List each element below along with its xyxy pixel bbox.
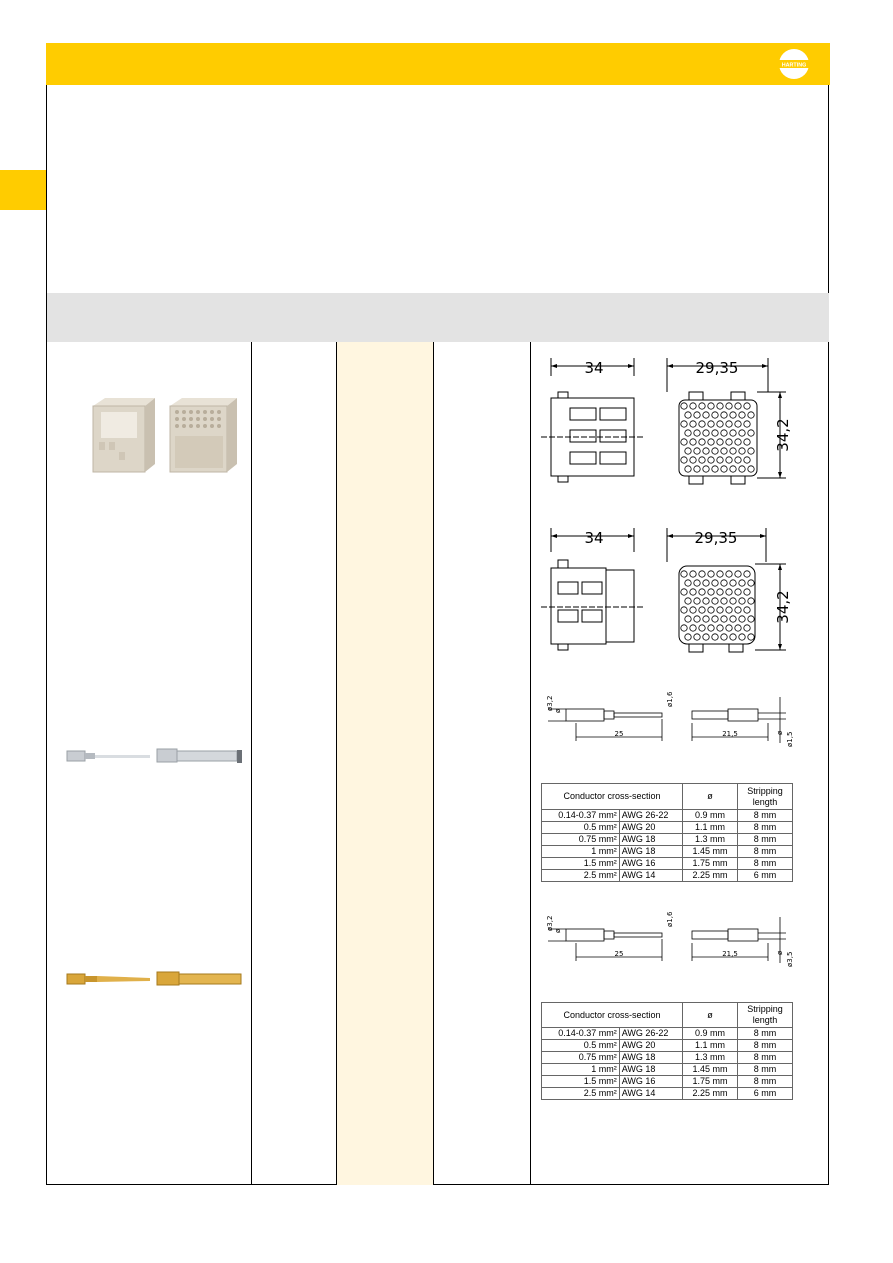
cell-stripping: 8 mm <box>738 1076 793 1088</box>
cell-cross-section: 0.75 mm² <box>542 834 620 846</box>
contact-cavity <box>730 466 736 472</box>
contact-cavity <box>717 457 723 463</box>
cell-diameter: 1.75 mm <box>683 1076 738 1088</box>
contact-cavity <box>694 466 700 472</box>
table-row <box>542 1028 793 1040</box>
contact-cavity <box>681 607 687 613</box>
dim-female-d2: ø1,5 <box>786 731 794 747</box>
contact-cavity <box>748 412 754 418</box>
dim-height: 34,2 <box>774 418 792 452</box>
contact-cavity <box>730 598 736 604</box>
contact-cavity <box>735 457 741 463</box>
contact-cavity <box>708 403 714 409</box>
cell-stripping: 8 mm <box>738 1040 793 1052</box>
contact-cavity <box>708 589 714 595</box>
col-conductor: Conductor cross-section <box>542 1003 683 1028</box>
contact-cavity <box>735 625 741 631</box>
cell-stripping: 8 mm <box>738 846 793 858</box>
cell-diameter: 1.1 mm <box>683 822 738 834</box>
contact-cavity <box>748 448 754 454</box>
contact-cavity <box>748 598 754 604</box>
contact-cavity <box>739 448 745 454</box>
contact-cavity <box>681 571 687 577</box>
contact-cavity <box>726 403 732 409</box>
cell-cross-section: 1.5 mm² <box>542 858 620 870</box>
contact-cavity <box>708 439 714 445</box>
contact-cavity <box>685 634 691 640</box>
cell-awg: AWG 14 <box>619 870 682 882</box>
dim-length-female: 21,5 <box>722 950 738 958</box>
contact-cavity <box>721 598 727 604</box>
contact-cavity <box>699 403 705 409</box>
contact-drawing-1 <box>540 683 800 753</box>
cell-awg: AWG 18 <box>619 846 682 858</box>
contact-cavity <box>690 403 696 409</box>
contact-cavity <box>694 598 700 604</box>
cell-diameter: 0.9 mm <box>683 810 738 822</box>
contact-cavity <box>717 589 723 595</box>
cell-stripping: 8 mm <box>738 834 793 846</box>
cell-diameter: 0.9 mm <box>683 1028 738 1040</box>
cell-diameter: 2.25 mm <box>683 1088 738 1100</box>
cell-awg: AWG 18 <box>619 834 682 846</box>
contact-cavity <box>739 580 745 586</box>
contact-cavity <box>730 430 736 436</box>
contact-cavity <box>703 448 709 454</box>
cell-cross-section: 1 mm² <box>542 1064 620 1076</box>
contact-cavity <box>748 616 754 622</box>
contact-cavity <box>744 457 750 463</box>
contact-cavity <box>699 571 705 577</box>
contact-cavity <box>699 625 705 631</box>
contact-cavity <box>703 412 709 418</box>
contact-cavity <box>681 421 687 427</box>
table-row <box>542 1088 793 1100</box>
contact-cavity <box>735 571 741 577</box>
dim-depth: 29,35 <box>695 359 739 377</box>
cell-cross-section: 0.5 mm² <box>542 1040 620 1052</box>
contact-cavity <box>721 616 727 622</box>
contact-cavity <box>730 580 736 586</box>
dim-width: 34 <box>584 529 604 547</box>
cell-stripping: 8 mm <box>738 810 793 822</box>
table-row <box>542 822 793 834</box>
table-header-band <box>47 293 829 342</box>
contact-cavity <box>739 412 745 418</box>
silver-contacts-photo <box>65 745 245 767</box>
contact-cavity <box>744 589 750 595</box>
contact-cavity <box>726 571 732 577</box>
contact-cavity <box>681 625 687 631</box>
contact-cavity <box>681 403 687 409</box>
contact-cavity <box>690 625 696 631</box>
contact-cavity <box>717 439 723 445</box>
logo-text: HARTING <box>781 62 807 69</box>
cell-awg: AWG 18 <box>619 1064 682 1076</box>
cell-stripping: 8 mm <box>738 1064 793 1076</box>
col-conductor: Conductor cross-section <box>542 784 683 810</box>
contact-cavity <box>726 457 732 463</box>
col-stripping: Stripping length <box>738 1003 793 1028</box>
contact-cavity <box>726 589 732 595</box>
table-row <box>542 1076 793 1088</box>
dim-female-d2: ø3,5 <box>786 951 794 967</box>
dim-length-female: 21,5 <box>722 730 738 738</box>
dim-d2: ø <box>554 708 562 713</box>
cell-awg: AWG 20 <box>619 1040 682 1052</box>
contact-cavity <box>721 412 727 418</box>
contact-cavity <box>694 634 700 640</box>
contact-cavity <box>708 625 714 631</box>
contact-cavity <box>712 466 718 472</box>
contact-cavity <box>726 439 732 445</box>
dim-d1: ø3,2 <box>546 915 554 931</box>
contact-cavity <box>744 439 750 445</box>
contact-cavity <box>685 412 691 418</box>
contact-cavity <box>735 403 741 409</box>
cell-cross-section: 2.5 mm² <box>542 1088 620 1100</box>
contact-cavity <box>694 616 700 622</box>
dim-length: 25 <box>614 730 624 738</box>
contact-cavity <box>712 598 718 604</box>
housing-drawing-1 <box>536 352 796 487</box>
cell-cross-section: 0.5 mm² <box>542 822 620 834</box>
contact-cavity <box>685 598 691 604</box>
cell-cross-section: 0.14-0.37 mm² <box>542 1028 620 1040</box>
side-tab <box>0 170 46 210</box>
contact-cavity <box>721 580 727 586</box>
column-divider <box>336 342 337 1185</box>
harting-logo <box>776 46 812 82</box>
cell-awg: AWG 18 <box>619 1052 682 1064</box>
contact-cavity <box>708 457 714 463</box>
cell-awg: AWG 16 <box>619 858 682 870</box>
housing-insert-photo <box>85 392 245 476</box>
cell-diameter: 1.3 mm <box>683 834 738 846</box>
contact-cavity <box>717 607 723 613</box>
column-divider <box>251 342 252 1185</box>
contact-cavity <box>712 430 718 436</box>
cell-stripping: 8 mm <box>738 1052 793 1064</box>
col-stripping: Stripping length <box>738 784 793 810</box>
cell-cross-section: 1.5 mm² <box>542 1076 620 1088</box>
dim-d2: ø <box>554 928 562 933</box>
contact-cavity <box>730 634 736 640</box>
cell-diameter: 1.45 mm <box>683 1064 738 1076</box>
contact-cavity <box>703 616 709 622</box>
dim-width: 34 <box>584 359 604 377</box>
cell-cross-section: 1 mm² <box>542 846 620 858</box>
contact-cavity <box>730 448 736 454</box>
contact-cavity <box>730 412 736 418</box>
cell-diameter: 1.3 mm <box>683 1052 738 1064</box>
contact-cavity <box>721 430 727 436</box>
contact-cavity <box>717 421 723 427</box>
contact-cavity <box>721 448 727 454</box>
conductor-table-2 <box>541 1002 793 1100</box>
gold-contacts-photo <box>65 968 245 990</box>
header-bar <box>46 43 830 85</box>
cell-diameter: 2.25 mm <box>683 870 738 882</box>
contact-cavity <box>690 589 696 595</box>
contact-cavity <box>726 607 732 613</box>
contact-cavity <box>694 430 700 436</box>
cell-stripping: 6 mm <box>738 1088 793 1100</box>
dim-height: 34,2 <box>774 590 792 624</box>
contact-cavity <box>717 403 723 409</box>
housing-drawing-2 <box>536 522 796 657</box>
cell-cross-section: 0.75 mm² <box>542 1052 620 1064</box>
contact-cavity <box>690 457 696 463</box>
dim-d3: ø1,6 <box>666 911 674 927</box>
contact-cavity <box>726 625 732 631</box>
contact-cavity <box>712 412 718 418</box>
contact-cavity <box>735 607 741 613</box>
contact-cavity <box>735 421 741 427</box>
cell-cross-section: 2.5 mm² <box>542 870 620 882</box>
contact-cavity <box>681 589 687 595</box>
cell-diameter: 1.75 mm <box>683 858 738 870</box>
cell-awg: AWG 26-22 <box>619 810 682 822</box>
contact-cavity <box>699 607 705 613</box>
cell-stripping: 8 mm <box>738 1028 793 1040</box>
contact-cavity <box>744 403 750 409</box>
cell-awg: AWG 14 <box>619 1088 682 1100</box>
dim-depth: 29,35 <box>694 529 738 547</box>
cell-awg: AWG 16 <box>619 1076 682 1088</box>
contact-cavity <box>748 430 754 436</box>
table-row <box>542 846 793 858</box>
contact-cavity <box>744 607 750 613</box>
cell-stripping: 8 mm <box>738 822 793 834</box>
contact-cavity <box>694 448 700 454</box>
contact-cavity <box>748 466 754 472</box>
contact-cavity <box>690 439 696 445</box>
contact-cavity <box>685 466 691 472</box>
table-row <box>542 810 793 822</box>
table-row <box>542 1052 793 1064</box>
dim-d3: ø1,6 <box>666 691 674 707</box>
highlight-column <box>337 342 433 1185</box>
table-row <box>542 834 793 846</box>
contact-cavity <box>699 457 705 463</box>
contact-cavity <box>694 412 700 418</box>
contact-cavity <box>712 616 718 622</box>
table-row <box>542 870 793 882</box>
contact-cavity <box>703 580 709 586</box>
dim-length: 25 <box>614 950 624 958</box>
contact-cavity <box>735 439 741 445</box>
cell-diameter: 1.45 mm <box>683 846 738 858</box>
contact-cavity <box>690 607 696 613</box>
contact-cavity <box>739 466 745 472</box>
contact-cavity <box>703 430 709 436</box>
dim-female-d1: ø <box>776 730 784 735</box>
cell-awg: AWG 26-22 <box>619 1028 682 1040</box>
contact-cavity <box>721 634 727 640</box>
contact-cavity <box>708 607 714 613</box>
contact-cavity <box>726 421 732 427</box>
table-row <box>542 858 793 870</box>
cell-cross-section: 0.14-0.37 mm² <box>542 810 620 822</box>
contact-cavity <box>739 616 745 622</box>
contact-cavity <box>744 421 750 427</box>
col-diameter: ø <box>683 784 738 810</box>
column-divider <box>433 342 434 1185</box>
contact-cavity <box>721 466 727 472</box>
table-row <box>542 1064 793 1076</box>
cell-awg: AWG 20 <box>619 822 682 834</box>
contact-cavity <box>744 625 750 631</box>
dim-female-d1: ø <box>776 950 784 955</box>
contact-cavity <box>685 448 691 454</box>
contact-cavity <box>685 430 691 436</box>
contact-cavity <box>712 580 718 586</box>
contact-cavity <box>717 571 723 577</box>
contact-cavity <box>699 589 705 595</box>
dim-d1: ø3,2 <box>546 695 554 711</box>
column-divider <box>530 342 531 1185</box>
contact-cavity <box>744 571 750 577</box>
contact-cavity <box>739 430 745 436</box>
contact-cavity <box>730 616 736 622</box>
table-row <box>542 1040 793 1052</box>
contact-cavity <box>739 598 745 604</box>
contact-cavity <box>703 634 709 640</box>
contact-cavity <box>681 457 687 463</box>
cell-stripping: 8 mm <box>738 858 793 870</box>
cell-diameter: 1.1 mm <box>683 1040 738 1052</box>
contact-drawing-2 <box>540 903 800 973</box>
cell-stripping: 6 mm <box>738 870 793 882</box>
contact-cavity <box>748 634 754 640</box>
contact-cavity <box>703 466 709 472</box>
conductor-table-1 <box>541 783 793 882</box>
contact-cavity <box>699 439 705 445</box>
contact-cavity <box>748 580 754 586</box>
col-diameter: ø <box>683 1003 738 1028</box>
contact-cavity <box>694 580 700 586</box>
contact-cavity <box>708 571 714 577</box>
contact-cavity <box>703 598 709 604</box>
contact-cavity <box>735 589 741 595</box>
contact-cavity <box>708 421 714 427</box>
contact-cavity <box>685 616 691 622</box>
contact-cavity <box>699 421 705 427</box>
contact-cavity <box>712 634 718 640</box>
contact-cavity <box>739 634 745 640</box>
contact-cavity <box>712 448 718 454</box>
contact-cavity <box>717 625 723 631</box>
contact-cavity <box>681 439 687 445</box>
contact-cavity <box>690 571 696 577</box>
contact-cavity <box>685 580 691 586</box>
contact-cavity <box>690 421 696 427</box>
